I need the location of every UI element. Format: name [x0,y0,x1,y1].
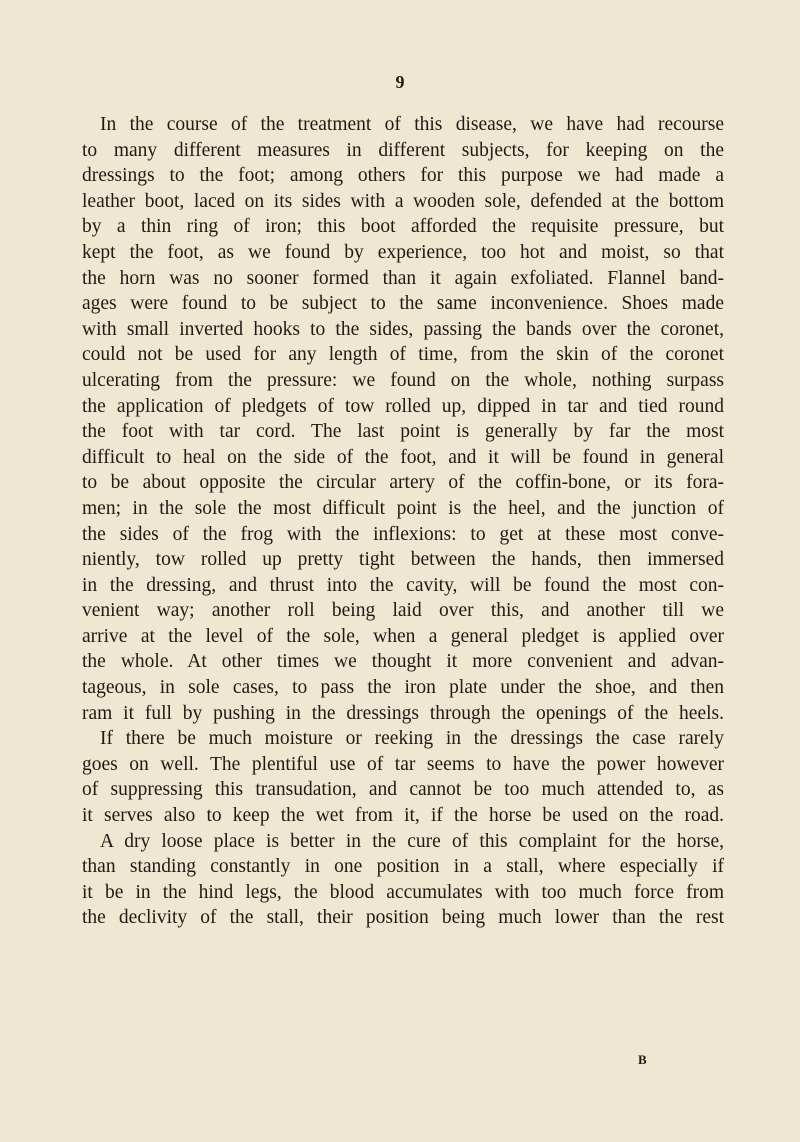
text-line: to be about opposite the circular artery of the coffin-bone, or its fora- [82,472,724,494]
text-line: goes on well. The plentiful use of tar seems to have the power however [82,753,724,775]
text-line: arrive at the level of the sole, when a general pledget is applied over [82,625,724,647]
text-line: to many different measures in different subjects, for keeping on the [82,139,724,161]
text-line: dressings to the foot; among others for this purpose we had made a [82,165,724,187]
text-line: the declivity of the stall, their position being much lower than the rest [82,907,724,929]
text-line: ulcerating from the pressure: we found on the whole, nothing surpass [82,369,724,391]
text-line: men; in the sole the most difficult point is the heel, and the junction of [82,497,724,519]
body-text [82,112,724,931]
text-line: kept the foot, as we found by experience, too hot and moist, so that [82,241,724,263]
text-line: niently, tow rolled up pretty tight between the hands, then immersed [82,549,724,571]
text-line: the foot with tar cord. The last point is generally by far the most [82,421,724,443]
text-line: tageous, in sole cases, to pass the iron plate under the shoe, and then [82,677,724,699]
text-line: by a thin ring of iron; this boot afforded the requisite pressure, but [82,216,724,238]
text-line: the sides of the frog with the inflexions: to get at these most conve- [82,523,724,545]
page-number: 9 [395,72,405,92]
text-line: it serves also to keep the wet from it, if the horse be used on the road. [82,805,724,827]
text-line: leather boot, laced on its sides with a wooden sole, defended at the bottom [82,190,724,212]
text-line: the whole. At other times we thought it more convenient and advan- [82,651,724,673]
text-line: with small inverted hooks to the sides, passing the bands over the coronet, [82,318,724,340]
text-line: ram it full by pushing in the dressings through the openings of the heels. [82,702,724,724]
text-line: ages were found to be subject to the same inconvenience. Shoes made [82,293,724,315]
text-line: than standing constantly in one position in a stall, where especially if [82,856,724,878]
text-line: If there be much moisture or reeking in the dressings the case rarely [100,728,724,750]
text-line: the application of pledgets of tow rolled up, dipped in tar and tied round [82,395,724,417]
text-line: it be in the hind legs, the blood accumulates with too much force from [82,881,724,903]
signature-mark: B [638,1052,648,1067]
text-line: venient way; another roll being laid over this, and another till we [82,600,724,622]
text-line: of suppressing this transudation, and cannot be too much attended to, as [82,779,724,801]
text-line: In the course of the treatment of this disease, we have had recourse [100,114,724,135]
text-line: difficult to heal on the side of the foot, and it will be found in general [82,446,724,468]
text-line: A dry loose place is better in the cure of this complaint for the horse, [100,830,724,852]
text-line: the horn was no sooner formed than it again exfoliated. Flannel band- [82,267,724,289]
text-line: could not be used for any length of time, from the skin of the coronet [82,344,724,366]
text-line: in the dressing, and thrust into the cavity, will be found the most con- [82,574,724,596]
